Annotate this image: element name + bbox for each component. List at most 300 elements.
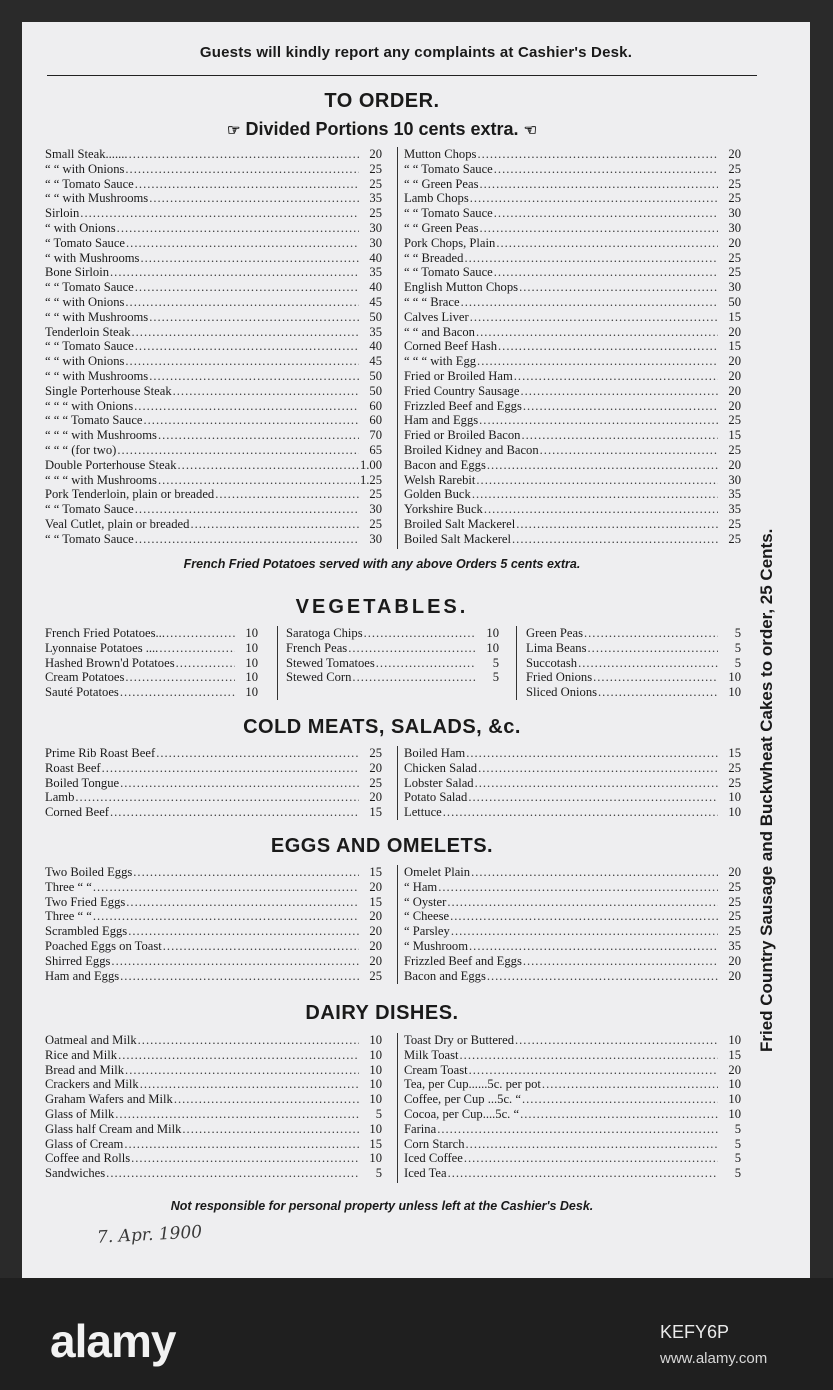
menu-item bbox=[404, 177, 741, 192]
menu-item-price: 10 bbox=[369, 1077, 382, 1092]
menu-item-price: 35 bbox=[728, 502, 741, 517]
menu-item-price: 65 bbox=[369, 442, 382, 457]
watermark-image-id: KEFY6P bbox=[660, 1322, 730, 1342]
dot-leader bbox=[464, 251, 718, 266]
menu-item bbox=[45, 428, 382, 443]
menu-item-price: 5 bbox=[375, 1166, 382, 1181]
dot-leader bbox=[470, 191, 718, 206]
menu-item-name: Pork Chops, Plain bbox=[404, 235, 496, 250]
menu-item bbox=[45, 1151, 382, 1166]
dot-leader bbox=[132, 325, 360, 340]
menu-item bbox=[45, 954, 382, 969]
menu-item-price: 10 bbox=[728, 790, 741, 805]
dot-leader bbox=[519, 280, 718, 295]
dairy-divider bbox=[397, 1033, 398, 1183]
dot-leader bbox=[124, 1137, 359, 1152]
dot-leader bbox=[140, 251, 359, 266]
menu-item bbox=[45, 880, 382, 895]
menu-item-name: Ham and Eggs bbox=[404, 413, 479, 428]
menu-item bbox=[45, 310, 382, 325]
dot-leader bbox=[588, 641, 718, 656]
menu-item-price: 1.25 bbox=[359, 472, 382, 487]
menu-item bbox=[45, 924, 382, 939]
dot-leader bbox=[80, 206, 359, 221]
dot-leader bbox=[120, 685, 235, 700]
menu-item-name: “ Tomato Sauce bbox=[45, 235, 126, 250]
menu-item bbox=[404, 865, 741, 880]
pointing-hand-left-icon: ☜ bbox=[523, 122, 538, 140]
dot-leader bbox=[158, 473, 359, 488]
menu-item-name: Lima Beans bbox=[526, 640, 587, 655]
dot-leader bbox=[156, 746, 359, 761]
menu-item-name: Sauté Potatoes bbox=[45, 685, 119, 700]
menu-item bbox=[45, 280, 382, 295]
dot-leader bbox=[471, 865, 718, 880]
eggs-left-column bbox=[45, 865, 382, 983]
menu-item bbox=[404, 1166, 741, 1181]
dot-leader bbox=[126, 895, 359, 910]
menu-item bbox=[404, 162, 741, 177]
dot-leader bbox=[476, 325, 718, 340]
menu-item-price: 1.00 bbox=[359, 457, 382, 472]
menu-item-name: Sirloin bbox=[45, 206, 80, 221]
menu-item-price: 25 bbox=[369, 746, 382, 760]
menu-item bbox=[286, 641, 499, 656]
menu-item-price: 25 bbox=[369, 487, 382, 502]
menu-item-price: 15 bbox=[369, 1136, 382, 1151]
menu-item-price: 25 bbox=[728, 760, 741, 775]
menu-item bbox=[404, 880, 741, 895]
menu-item bbox=[404, 191, 741, 206]
dot-leader bbox=[158, 428, 359, 443]
menu-item bbox=[45, 206, 382, 221]
menu-item bbox=[45, 162, 382, 177]
menu-item bbox=[45, 354, 382, 369]
menu-item bbox=[404, 473, 741, 488]
menu-item bbox=[45, 413, 382, 428]
menu-item-name: “ “ with Mushrooms bbox=[45, 191, 149, 206]
menu-item bbox=[404, 251, 741, 266]
cold-meats-left-column bbox=[45, 746, 382, 820]
menu-item-price: 25 bbox=[369, 206, 382, 221]
menu-item-price: 45 bbox=[369, 294, 382, 309]
dot-leader bbox=[149, 310, 359, 325]
menu-item bbox=[45, 641, 258, 656]
menu-item-name: Fried or Broiled Bacon bbox=[404, 428, 521, 443]
menu-item bbox=[404, 413, 741, 428]
menu-item-name: “ “ Tomato Sauce bbox=[45, 502, 134, 517]
menu-item bbox=[404, 1033, 741, 1048]
dot-leader bbox=[174, 1092, 359, 1107]
menu-item bbox=[404, 399, 741, 414]
dot-leader bbox=[487, 458, 718, 473]
menu-item-price: 20 bbox=[369, 879, 382, 894]
menu-item bbox=[404, 369, 741, 384]
dot-leader bbox=[93, 909, 359, 924]
to-order-title: TO ORDER. bbox=[324, 90, 440, 112]
dot-leader bbox=[106, 1166, 359, 1181]
menu-item-price: 30 bbox=[728, 280, 741, 295]
menu-item-price: 35 bbox=[728, 938, 741, 953]
menu-item-name: Boiled Ham bbox=[404, 746, 466, 760]
side-notice: Fried Country Sausage and Buckwheat Cakes to order, 25 Cents. bbox=[757, 528, 776, 1052]
menu-item bbox=[45, 443, 382, 458]
dot-leader bbox=[115, 1107, 359, 1122]
menu-item bbox=[404, 761, 741, 776]
eggs-title: EGGS AND OMELETS. bbox=[270, 835, 494, 857]
dot-leader bbox=[149, 369, 359, 384]
menu-item bbox=[404, 924, 741, 939]
menu-item-name: “ “ Tomato Sauce bbox=[404, 265, 493, 280]
menu-item-name: “ Cheese bbox=[404, 909, 450, 924]
menu-item bbox=[404, 1107, 741, 1122]
menu-item-name: Frizzled Beef and Eggs bbox=[404, 398, 522, 413]
dot-leader bbox=[352, 670, 476, 685]
dot-leader bbox=[496, 236, 718, 251]
menu-item-price: 15 bbox=[369, 865, 382, 879]
menu-item bbox=[45, 517, 382, 532]
menu-item-price: 5 bbox=[492, 655, 499, 670]
menu-item-price: 25 bbox=[728, 909, 741, 924]
menu-item-name: Boiled Tongue bbox=[45, 775, 120, 790]
to-order-right-column bbox=[404, 147, 741, 547]
cold-meats-right-column bbox=[404, 746, 741, 820]
menu-item-name: Potato Salad bbox=[404, 790, 468, 805]
menu-item-price: 10 bbox=[245, 626, 258, 640]
menu-item bbox=[45, 1077, 382, 1092]
menu-item bbox=[45, 191, 382, 206]
menu-item-price: 10 bbox=[728, 1077, 741, 1092]
dot-leader bbox=[477, 354, 718, 369]
dot-leader bbox=[494, 162, 718, 177]
dot-leader bbox=[542, 1077, 718, 1092]
dairy-left-column bbox=[45, 1033, 382, 1181]
menu-item-price: 10 bbox=[245, 670, 258, 685]
menu-item-name: “ “ with Mushrooms bbox=[45, 368, 149, 383]
menu-item-price: 20 bbox=[369, 760, 382, 775]
dot-leader bbox=[138, 1033, 359, 1048]
dot-leader bbox=[472, 487, 718, 502]
dot-leader bbox=[484, 502, 718, 517]
menu-item-price: 35 bbox=[369, 324, 382, 339]
menu-item-name: Corned Beef bbox=[45, 805, 109, 820]
dot-leader bbox=[520, 1107, 718, 1122]
dot-leader bbox=[479, 221, 718, 236]
menu-item-price: 15 bbox=[369, 894, 382, 909]
menu-item-price: 30 bbox=[369, 502, 382, 517]
menu-item-price: 30 bbox=[369, 531, 382, 546]
menu-item-name: Bacon and Eggs bbox=[404, 968, 486, 983]
menu-item-price: 30 bbox=[369, 235, 382, 250]
menu-item-name: “ “ Green Peas bbox=[404, 220, 479, 235]
menu-item-price: 20 bbox=[728, 953, 741, 968]
dot-leader bbox=[469, 1063, 718, 1078]
menu-item bbox=[45, 670, 258, 685]
menu-item bbox=[404, 1048, 741, 1063]
to-order-left-column bbox=[45, 147, 382, 547]
menu-item-price: 25 bbox=[728, 879, 741, 894]
divided-portions-text: Divided Portions 10 cents extra. bbox=[245, 119, 519, 139]
menu-item bbox=[404, 1122, 741, 1137]
menu-item-name: “ “ Tomato Sauce bbox=[45, 339, 134, 354]
dot-leader bbox=[182, 1122, 359, 1137]
vegetables-column-2 bbox=[286, 626, 499, 685]
menu-item-name: “ with Onions bbox=[45, 220, 116, 235]
menu-item-price: 5 bbox=[375, 1106, 382, 1121]
menu-item bbox=[45, 1122, 382, 1137]
menu-item-price: 25 bbox=[728, 531, 741, 546]
menu-item-price: 40 bbox=[369, 250, 382, 265]
menu-item-price: 20 bbox=[728, 1062, 741, 1077]
dot-leader bbox=[460, 1048, 718, 1063]
dot-leader bbox=[75, 790, 359, 805]
menu-item-name: “ “ “ Tomato Sauce bbox=[45, 413, 143, 428]
menu-item-name: Three “ “ bbox=[45, 879, 92, 894]
menu-item-name: Double Porterhouse Steak bbox=[45, 457, 177, 472]
menu-item-price: 30 bbox=[728, 472, 741, 487]
menu-item-price: 10 bbox=[245, 685, 258, 700]
dot-leader bbox=[125, 295, 359, 310]
menu-item-name: Succotash bbox=[526, 655, 578, 670]
dot-leader bbox=[578, 656, 718, 671]
menu-item-name: Lamb bbox=[45, 790, 75, 805]
menu-item-price: 20 bbox=[728, 383, 741, 398]
dairy-right-column bbox=[404, 1033, 741, 1181]
menu-item-price: 15 bbox=[728, 428, 741, 443]
dot-leader bbox=[494, 206, 718, 221]
menu-item bbox=[45, 685, 258, 700]
menu-item-name: “ “ Green Peas bbox=[404, 176, 479, 191]
menu-item-price: 50 bbox=[369, 368, 382, 383]
dot-leader bbox=[135, 280, 359, 295]
menu-item-name: Roast Beef bbox=[45, 760, 101, 775]
menu-item-name: Farina bbox=[404, 1121, 437, 1136]
menu-item-price: 25 bbox=[728, 442, 741, 457]
menu-item bbox=[404, 221, 741, 236]
dot-leader bbox=[125, 354, 359, 369]
menu-item-price: 10 bbox=[728, 685, 741, 700]
menu-item-price: 50 bbox=[369, 383, 382, 398]
menu-item-name: Graham Wafers and Milk bbox=[45, 1092, 173, 1107]
menu-item-name: Broiled Kidney and Bacon bbox=[404, 442, 539, 457]
menu-item-name: French Fried Potatoes... bbox=[45, 626, 165, 640]
menu-item bbox=[526, 670, 741, 685]
menu-item bbox=[45, 251, 382, 266]
dot-leader bbox=[144, 413, 360, 428]
menu-item-price: 5 bbox=[734, 1121, 741, 1136]
menu-item bbox=[404, 939, 741, 954]
dot-leader bbox=[364, 626, 476, 641]
menu-item-name: Fried or Broiled Ham bbox=[404, 368, 513, 383]
menu-item-price: 15 bbox=[728, 339, 741, 354]
to-order-subtitle bbox=[22, 119, 742, 140]
dot-leader bbox=[475, 776, 718, 791]
menu-item-name: English Mutton Chops bbox=[404, 280, 519, 295]
dot-leader bbox=[514, 369, 718, 384]
vegetables-column-3 bbox=[526, 626, 741, 700]
footer-notice: Not responsible for personal property unless left at the Cashier's Desk. bbox=[170, 1199, 594, 1213]
menu-item bbox=[526, 685, 741, 700]
menu-item-name: “ “ “ with Mushrooms bbox=[45, 472, 157, 487]
menu-item bbox=[45, 1033, 382, 1048]
dot-leader bbox=[178, 458, 359, 473]
dot-leader bbox=[437, 1122, 718, 1137]
menu-item-price: 25 bbox=[728, 413, 741, 428]
header-rule bbox=[47, 75, 757, 76]
dot-leader bbox=[540, 443, 718, 458]
handwritten-date: 7. Apr. 1900 bbox=[96, 1222, 203, 1248]
menu-item-name: “ “ Tomato Sauce bbox=[45, 176, 134, 191]
menu-item-name: Hashed Brown'd Potatoes bbox=[45, 655, 175, 670]
menu-item bbox=[45, 265, 382, 280]
menu-item-price: 20 bbox=[728, 354, 741, 369]
menu-item-name: Glass half Cream and Milk bbox=[45, 1121, 182, 1136]
menu-item bbox=[404, 1151, 741, 1166]
menu-item-name: Glass of Cream bbox=[45, 1136, 124, 1151]
menu-item-price: 20 bbox=[369, 147, 382, 161]
menu-item-price: 35 bbox=[369, 191, 382, 206]
menu-item-name: Prime Rib Roast Beef bbox=[45, 746, 156, 760]
menu-sheet bbox=[22, 22, 810, 1278]
menu-item bbox=[404, 954, 741, 969]
vegetables-divider-2 bbox=[516, 626, 517, 700]
dot-leader bbox=[93, 880, 359, 895]
cold-meats-title: COLD MEATS, SALADS, &c. bbox=[243, 716, 521, 738]
menu-item bbox=[45, 746, 382, 761]
dot-leader bbox=[163, 939, 359, 954]
menu-item-name: “ with Mushrooms bbox=[45, 250, 140, 265]
menu-item-name: Tenderloin Steak bbox=[45, 324, 131, 339]
menu-item-name: Milk Toast bbox=[404, 1047, 459, 1062]
menu-item-price: 35 bbox=[369, 265, 382, 280]
dot-leader bbox=[469, 939, 718, 954]
menu-item-price: 20 bbox=[369, 790, 382, 805]
menu-item bbox=[45, 626, 258, 641]
menu-item bbox=[45, 1137, 382, 1152]
menu-item-price: 10 bbox=[369, 1062, 382, 1077]
dot-leader bbox=[479, 413, 718, 428]
menu-item-name: Bone Sirloin bbox=[45, 265, 110, 280]
menu-item-price: 20 bbox=[369, 953, 382, 968]
dot-leader bbox=[110, 805, 359, 820]
menu-item bbox=[45, 790, 382, 805]
menu-item bbox=[45, 1092, 382, 1107]
menu-item-name: Corn Starch bbox=[404, 1136, 465, 1151]
menu-item bbox=[404, 517, 741, 532]
menu-item-price: 25 bbox=[369, 161, 382, 176]
dot-leader bbox=[476, 473, 718, 488]
menu-item-name: Lamb Chops bbox=[404, 191, 469, 206]
menu-item-name: Lobster Salad bbox=[404, 775, 474, 790]
menu-item-name: “ “ “ with Onions bbox=[45, 398, 134, 413]
menu-item-price: 25 bbox=[728, 516, 741, 531]
dot-leader bbox=[523, 399, 718, 414]
menu-item-price: 20 bbox=[369, 909, 382, 924]
menu-item bbox=[526, 641, 741, 656]
menu-item bbox=[286, 656, 499, 671]
menu-item-price: 5 bbox=[734, 626, 741, 640]
menu-item-name: Golden Buck bbox=[404, 487, 471, 502]
menu-item-price: 20 bbox=[369, 924, 382, 939]
menu-item-price: 60 bbox=[369, 398, 382, 413]
menu-item bbox=[45, 384, 382, 399]
menu-item-name: Oatmeal and Milk bbox=[45, 1033, 137, 1047]
menu-item bbox=[404, 295, 741, 310]
dot-leader bbox=[494, 265, 718, 280]
menu-item bbox=[404, 384, 741, 399]
menu-item bbox=[404, 428, 741, 443]
dot-leader bbox=[498, 339, 718, 354]
dot-leader bbox=[461, 295, 718, 310]
to-order-divider bbox=[397, 147, 398, 549]
menu-item-name: “ “ with Onions bbox=[45, 354, 125, 369]
menu-item-name: Boiled Salt Mackerel bbox=[404, 531, 512, 546]
menu-item bbox=[45, 939, 382, 954]
menu-item-price: 30 bbox=[369, 220, 382, 235]
dot-leader bbox=[125, 670, 235, 685]
menu-item-price: 5 bbox=[734, 640, 741, 655]
menu-item bbox=[404, 746, 741, 761]
menu-item bbox=[45, 399, 382, 414]
dot-leader bbox=[512, 532, 718, 547]
menu-item bbox=[45, 656, 258, 671]
dot-leader bbox=[173, 384, 359, 399]
menu-item-price: 20 bbox=[728, 324, 741, 339]
menu-item-price: 20 bbox=[728, 968, 741, 983]
menu-item bbox=[45, 325, 382, 340]
menu-item-price: 20 bbox=[369, 938, 382, 953]
menu-item-name: Coffee and Rolls bbox=[45, 1151, 131, 1166]
dot-leader bbox=[522, 1092, 718, 1107]
menu-item-name: Calves Liver bbox=[404, 309, 469, 324]
menu-item bbox=[404, 325, 741, 340]
menu-item bbox=[526, 656, 741, 671]
dot-leader bbox=[126, 236, 359, 251]
menu-item-name: Fried Onions bbox=[526, 670, 593, 685]
dot-leader bbox=[140, 1077, 359, 1092]
menu-item bbox=[45, 369, 382, 384]
dot-leader bbox=[110, 265, 359, 280]
dot-leader bbox=[117, 443, 359, 458]
menu-item-name: Glass of Milk bbox=[45, 1106, 115, 1121]
menu-item-name: Single Porterhouse Steak bbox=[45, 383, 172, 398]
menu-item-name: Iced Coffee bbox=[404, 1151, 463, 1166]
dot-leader bbox=[478, 761, 718, 776]
menu-item-name: Stewed Tomatoes bbox=[286, 655, 375, 670]
menu-item bbox=[45, 1107, 382, 1122]
dot-leader bbox=[598, 685, 718, 700]
menu-item-price: 25 bbox=[728, 265, 741, 280]
menu-item-price: 40 bbox=[369, 280, 382, 295]
menu-item bbox=[404, 1137, 741, 1152]
menu-item-name: Bacon and Eggs bbox=[404, 457, 486, 472]
menu-item bbox=[45, 865, 382, 880]
menu-item bbox=[404, 909, 741, 924]
menu-item bbox=[404, 790, 741, 805]
menu-item bbox=[45, 969, 382, 984]
dot-leader bbox=[135, 339, 359, 354]
menu-item bbox=[404, 265, 741, 280]
dot-leader bbox=[102, 761, 359, 776]
menu-item-name: “ “ Breaded bbox=[404, 250, 464, 265]
menu-item bbox=[45, 761, 382, 776]
menu-item bbox=[45, 339, 382, 354]
menu-item-name: “ “ Tomato Sauce bbox=[404, 161, 493, 176]
menu-item-name: Small Steak....... bbox=[45, 147, 128, 161]
menu-item bbox=[45, 236, 382, 251]
menu-item bbox=[404, 532, 741, 547]
menu-item-price: 35 bbox=[728, 487, 741, 502]
